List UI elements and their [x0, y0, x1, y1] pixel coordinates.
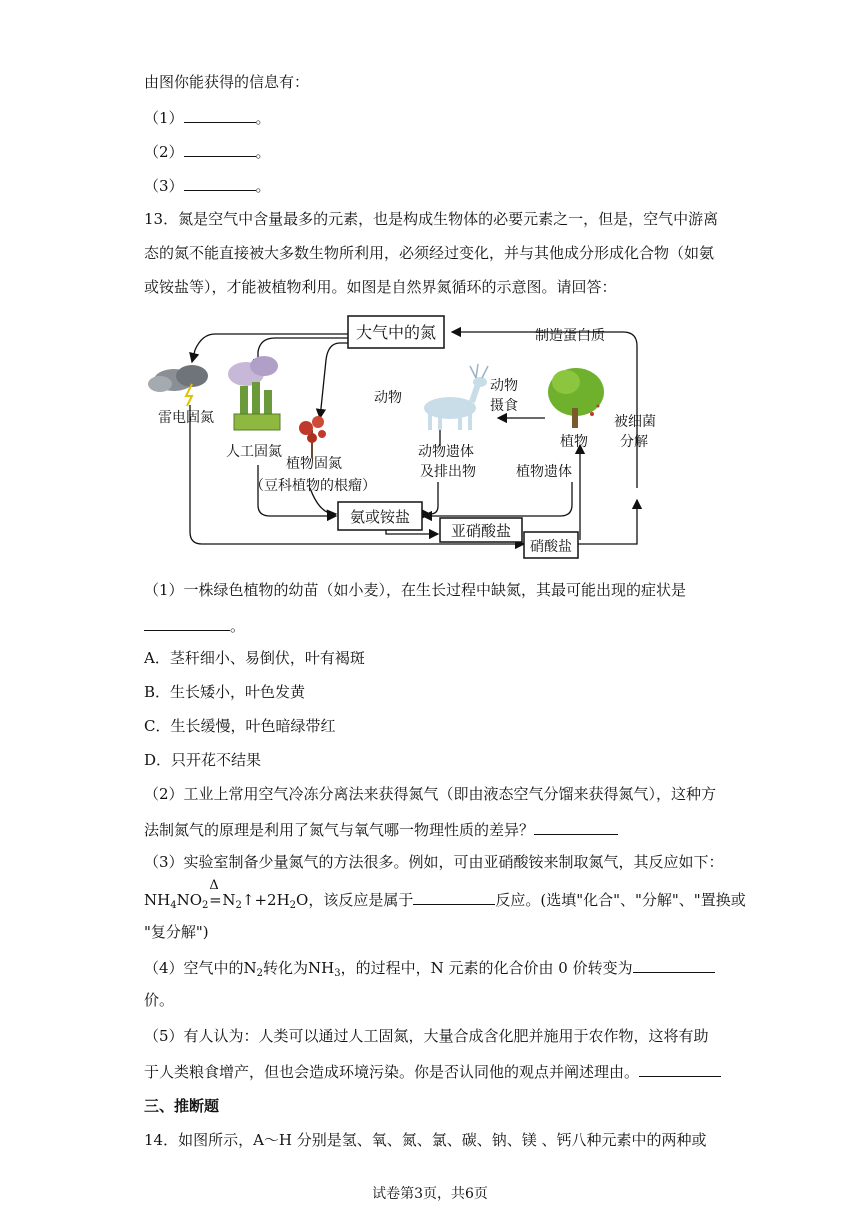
q13-stem-line-1: 13．氮是空气中含量最多的元素，也是构成生物体的必要元素之一，但是，空气中游离: [144, 210, 719, 228]
atmosphere-label: 大气中的氮: [355, 323, 437, 342]
make-protein-label: 制造蛋白质: [535, 328, 605, 344]
animal-eat-label-1: 动物: [490, 378, 518, 394]
plantfix-label-1: 植物固氮: [286, 456, 342, 472]
plantfix-label-2: （豆科植物的根瘤）: [250, 478, 376, 494]
q13-option-c: C．生长缓慢，叶色暗绿带红: [144, 717, 336, 735]
page-footer: 试卷第3页，共6页: [372, 1186, 488, 1202]
q12-item-1: （1） 。: [144, 106, 271, 128]
nitrogen-cycle-diagram: [140, 310, 660, 560]
cloud-lightning-icon: [148, 365, 208, 406]
tree-icon: [548, 368, 604, 428]
q13-sub5-line-2: 于人类粮食增产，但也会造成环境污染。你是否认同他的观点并阐述理由。: [144, 1060, 721, 1082]
q14-line-1: 14．如图所示，A～H 分别是氢、氧、氮、氯、碳、钠、镁 、钙八种元素中的两种或: [144, 1131, 707, 1149]
nitrate-to-bacteria-arrow: [578, 500, 637, 544]
q13-option-b: B．生长矮小，叶色发黄: [144, 683, 306, 701]
plant-remains-label: 植物遗体: [516, 464, 572, 480]
animal-remains-to-ammonia-arrow: [430, 482, 438, 514]
nitrite-label: 亚硝酸盐: [450, 522, 512, 540]
delta-sign: Δ: [209, 878, 219, 893]
artificial-label: 人工固氮: [226, 444, 282, 460]
q13-sub5-line-1: （5）有人认为：人类可以通过人工固氮，大量合成含化肥并施用于农作物，这将有助: [144, 1027, 709, 1045]
deer-icon: [424, 364, 488, 430]
plant-label: 植物: [560, 434, 588, 450]
q13-stem-line-3: 或铵盐等），才能被植物利用。如图是自然界氮循环的示意图。请回答：: [144, 278, 617, 296]
q13-sub4-line-2: 价。: [144, 991, 175, 1009]
q13-sub2-line-1: （2）工业上常用空气冷冻分离法来获得氮气（即由液态空气分馏来获得氮气），这种方: [144, 785, 717, 803]
animal-remains-label-1: 动物遗体: [418, 444, 474, 460]
q13-sub1-line-2: 。: [144, 614, 245, 636]
q13-option-d: D．只开花不结果: [144, 751, 262, 769]
nitrate-label: 硝酸盐: [530, 539, 572, 555]
legume-plant-icon: [299, 416, 326, 458]
animal-eat-label-2: 摄食: [490, 398, 518, 414]
q13-sub4-line-1: （4）空气中的$N_2$转化为$NH_3$，的过程中，N 元素的化合价由 0 价转变为: [144, 956, 715, 984]
q13-option-a: A．茎秆细小、易倒伏，叶有褐斑: [144, 649, 365, 667]
section-heading: 三、推断题: [144, 1097, 220, 1115]
plant-remains-to-ammonia-arrow: [423, 482, 572, 516]
q13-stem-line-2: 态的氮不能直接被大多数生物所利用，必须经过变化，并与其他成分形成化合物（如氨: [144, 244, 715, 262]
q12-intro: 由图你能获得的信息有：: [144, 73, 310, 91]
q13-sub2-line-2: 法制氮气的原理是利用了氮气与氧气哪一物理性质的差异？: [144, 818, 618, 840]
animal-remains-label-2: 及排出物: [420, 464, 476, 480]
ammonia-label: 氨或铵盐: [349, 508, 411, 526]
atmos-to-plantfix-arrow: [320, 343, 348, 418]
animal-label: 动物: [374, 390, 402, 406]
q13-sub3-equation: $NH_4NO_2$ Δ $=N_2↑+2H_2O$，该反应是属于 反应。(选填"化合"、"分解"、"置换或: [144, 878, 746, 911]
bacteria-label-1: 被细菌: [614, 414, 656, 430]
q12-item-2: （2） 。: [144, 140, 271, 162]
q13-sub1-line-1: （1）一株绿色植物的幼苗（如小麦），在生长过程中缺氮，其最可能出现的症状是: [144, 581, 687, 599]
factory-icon: [228, 356, 280, 430]
bacteria-label-2: 分解: [620, 434, 648, 450]
q13-sub3-line-3: "复分解"): [144, 923, 209, 941]
q12-item-3: （3） 。: [144, 174, 271, 196]
lightning-label: 雷电固氮: [158, 410, 214, 426]
q13-sub3-line-1: （3）实验室制备少量氮气的方法很多。例如，可由亚硝酸铵来制取氮气，其反应如下：: [144, 853, 724, 871]
